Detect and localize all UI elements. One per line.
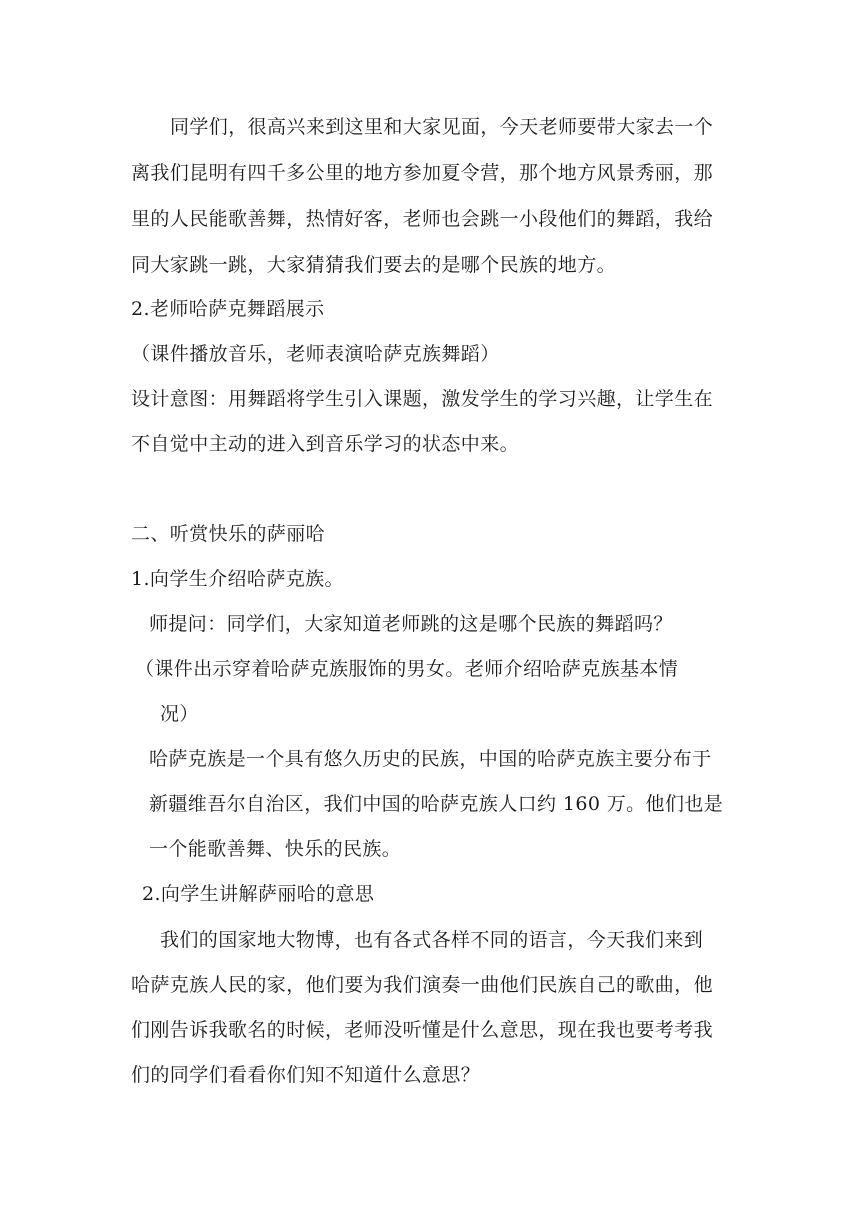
step-2-note: （课件播放音乐，老师表演哈萨克族舞蹈） bbox=[131, 343, 500, 365]
intro-paragraph-line: 离我们昆明有四千多公里的地方参加夏令营，那个地方风景秀丽，那 bbox=[131, 162, 714, 184]
design-intent-line: 设计意图：用舞蹈将学生引入课题，激发学生的学习兴趣，让学生在 bbox=[131, 388, 714, 410]
kazakh-intro-line: 一个能歌善舞、快乐的民族。 bbox=[149, 838, 402, 860]
courseware-note-line: （课件出示穿着哈萨克族服饰的男女。老师介绍哈萨克族基本情 bbox=[135, 658, 679, 680]
language-paragraph-line: 我们的国家地大物博，也有各式各样不同的语言，今天我们来到 bbox=[160, 929, 704, 951]
courseware-note-line: 况） bbox=[160, 703, 199, 725]
design-intent-line: 不自觉中主动的进入到音乐学习的状态中来。 bbox=[131, 433, 520, 455]
teacher-question: 师提问：同学们，大家知道老师跳的这是哪个民族的舞蹈吗？ bbox=[149, 613, 673, 635]
step-2-heading: 2.老师哈萨克舞蹈展示 bbox=[131, 298, 325, 320]
intro-paragraph-line: 同大家跳一跳，大家猜猜我们要去的是哪个民族的地方。 bbox=[131, 254, 617, 276]
intro-paragraph-line: 里的人民能歌善舞，热情好客，老师也会跳一小段他们的舞蹈，我给 bbox=[131, 208, 714, 230]
kazakh-intro-line: 哈萨克族是一个具有悠久历史的民族，中国的哈萨克族主要分布于 bbox=[149, 748, 712, 770]
item-1-heading: 1.向学生介绍哈萨克族。 bbox=[131, 568, 344, 590]
section-2-heading: 二、听赏快乐的萨丽哈 bbox=[131, 523, 326, 545]
language-paragraph-line: 们刚告诉我歌名的时候，老师没听懂是什么意思，现在我也要考考我 bbox=[131, 1019, 714, 1041]
language-paragraph-line: 哈萨克族人民的家，他们要为我们演奏一曲他们民族自己的歌曲，他 bbox=[131, 974, 714, 996]
intro-paragraph-line: 同学们，很高兴来到这里和大家见面，今天老师要带大家去一个 bbox=[170, 116, 714, 138]
kazakh-intro-line: 新疆维吾尔自治区，我们中国的哈萨克族人口约 160 万。他们也是 bbox=[149, 793, 724, 815]
language-paragraph-line: 们的同学们看看你们知不知道什么意思？ bbox=[131, 1064, 481, 1086]
item-2-heading: 2.向学生讲解萨丽哈的意思 bbox=[142, 883, 375, 905]
